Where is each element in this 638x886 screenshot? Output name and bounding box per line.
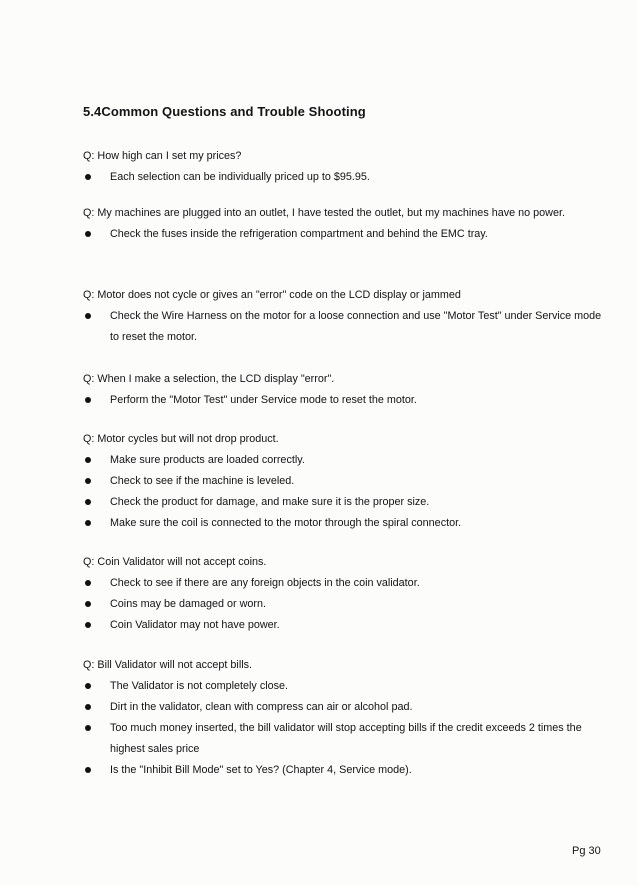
question: Q: Motor cycles but will not drop product. [83, 433, 279, 445]
bullet-icon [85, 622, 91, 628]
answer-text: Each selection can be individually priced up to $95.95. [110, 171, 370, 183]
answer-item [83, 224, 603, 245]
answer-text: Coins may be damaged or worn. [110, 598, 267, 610]
answer-text: Make sure products are loaded correctly. [110, 454, 305, 466]
answer-list [83, 390, 603, 411]
answer-item [83, 573, 603, 594]
answer-text: Is the "Inhibit Bill Mode" set to Yes? (Chapter 4, Service mode). [110, 764, 412, 776]
qa-block [83, 203, 603, 245]
bullet-icon [85, 601, 91, 607]
qa-block [83, 369, 603, 411]
question: Q: Bill Validator will not accept bills. [83, 659, 253, 671]
answer-item [83, 697, 603, 718]
answer-list [83, 676, 603, 781]
question: Q: Coin Validator will not accept coins. [83, 556, 267, 568]
bullet-icon [85, 397, 91, 403]
bullet-icon [85, 767, 91, 773]
answer-text: Perform the "Motor Test" under Service mode to reset the motor. [110, 394, 417, 406]
bullet-icon [85, 231, 91, 237]
answer-text: Check the fuses inside the refrigeration compartment and behind the EMC tray. [110, 228, 488, 240]
answer-text: Check to see if there are any foreign objects in the coin validator. [110, 577, 420, 589]
page-number: Pg 30 [572, 845, 601, 857]
bullet-icon [85, 704, 91, 710]
bullet-icon [85, 580, 91, 586]
answer-list [83, 306, 603, 348]
answer-item [83, 513, 603, 534]
answer-text: The Validator is not completely close. [110, 680, 289, 692]
answer-text: Coin Validator may not have power. [110, 619, 280, 631]
question: Q: How high can I set my prices? [83, 150, 242, 162]
answer-item [83, 760, 603, 781]
question: Q: My machines are plugged into an outlet, I have tested the outlet, but my machines have no power. [83, 207, 565, 219]
answer-text: Make sure the coil is connected to the motor through the spiral connector. [110, 517, 462, 529]
bullet-icon [85, 478, 91, 484]
answer-list [83, 167, 603, 188]
question: Q: When I make a selection, the LCD display "error". [83, 373, 335, 385]
bullet-icon [85, 313, 91, 319]
bullet-icon [85, 499, 91, 505]
answer-text: Too much money inserted, the bill validator will stop accepting bills if the credit exceeds 2 times the highest sales price [110, 722, 582, 755]
answer-item [83, 676, 603, 697]
answer-item [83, 450, 603, 471]
answer-text: Check to see if the machine is leveled. [110, 475, 295, 487]
answer-text: Check the product for damage, and make sure it is the proper size. [110, 496, 430, 508]
qa-block [83, 146, 603, 188]
section-title: 5.4Common Questions and Trouble Shooting [83, 104, 366, 119]
answer-item [83, 471, 603, 492]
answer-text: Dirt in the validator, clean with compress can air or alcohol pad. [110, 701, 413, 713]
bullet-icon [85, 457, 91, 463]
answer-list [83, 450, 603, 534]
question: Q: Motor does not cycle or gives an "error" code on the LCD display or jammed [83, 289, 461, 301]
bullet-icon [85, 520, 91, 526]
answer-item [83, 492, 603, 513]
bullet-icon [85, 174, 91, 180]
answer-list [83, 573, 603, 636]
answer-item [83, 594, 603, 615]
answer-item [83, 615, 603, 636]
answer-item [83, 306, 603, 348]
answer-item [83, 167, 603, 188]
qa-block [83, 655, 603, 781]
answer-text: Check the Wire Harness on the motor for a loose connection and use "Motor Test" under Service mode to reset the motor. [110, 310, 602, 343]
bullet-icon [85, 683, 91, 689]
answer-item [83, 718, 603, 760]
qa-block [83, 429, 603, 534]
answer-item [83, 390, 603, 411]
qa-block [83, 552, 603, 636]
bullet-icon [85, 725, 91, 731]
answer-list [83, 224, 603, 245]
qa-block [83, 285, 603, 348]
